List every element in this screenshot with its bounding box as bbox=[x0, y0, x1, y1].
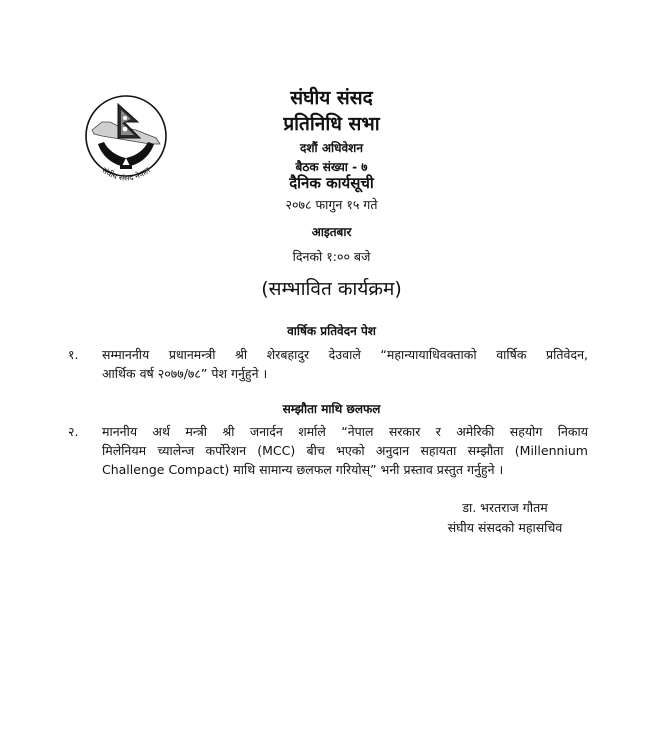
signatory-name: डा. भरतराज गौतम bbox=[462, 500, 548, 515]
section-heading: सम्झौता माथि छलफल bbox=[282, 402, 381, 416]
item-number: १. bbox=[68, 347, 79, 362]
signatory-title: संघीय संसदको महासचिव bbox=[447, 520, 563, 535]
item-line: मिलेनियम च्यालेन्ज कर्पोरेशन (MCC) बीच भएको अनुदान सहायता सम्झौता (Millennium bbox=[102, 443, 588, 458]
meeting-number: बैठक संख्या - ७ bbox=[295, 160, 368, 174]
program-heading: (सम्भावित कार्यक्रम) bbox=[261, 278, 402, 300]
item-number: २. bbox=[68, 424, 79, 439]
parliament-name: संघीय संसद bbox=[290, 87, 373, 109]
item-line: आर्थिक वर्ष २०७७/७८” पेश गर्नुहुने । bbox=[102, 366, 268, 381]
agenda-title: दैनिक कार्यसूची bbox=[289, 174, 374, 192]
emblem-caption: संघीय संसद नेपाल bbox=[100, 165, 152, 183]
house-name: प्रतिनिधि सभा bbox=[283, 113, 380, 135]
agenda-date: २०७८ फागुन १५ गते bbox=[285, 197, 378, 212]
item-line: सम्माननीय प्रधानमन्त्री श्री शेरबहादुर देउवाले “महान्यायाधिवक्ताको वार्षिक प्रतिवेदन, bbox=[102, 347, 588, 362]
section-heading: वार्षिक प्रतिवेदन पेश bbox=[287, 324, 376, 338]
meeting-time: दिनको १:०० बजे bbox=[292, 249, 371, 264]
item-line: Challenge Compact) माथि सामान्य छलफल गरियोस्” भनी प्रस्ताव प्रस्तुत गर्नुहुने । bbox=[102, 462, 504, 477]
item-text bbox=[102, 422, 588, 479]
item-text bbox=[102, 345, 588, 383]
weekday: आइतबार bbox=[311, 225, 352, 239]
item-line: माननीय अर्थ मन्त्री श्री जनार्दन शर्माले “नेपाल सरकार र अमेरिकी सहयोग निकाय bbox=[102, 424, 588, 439]
session-label: दशौं अधिवेशन bbox=[300, 141, 363, 155]
